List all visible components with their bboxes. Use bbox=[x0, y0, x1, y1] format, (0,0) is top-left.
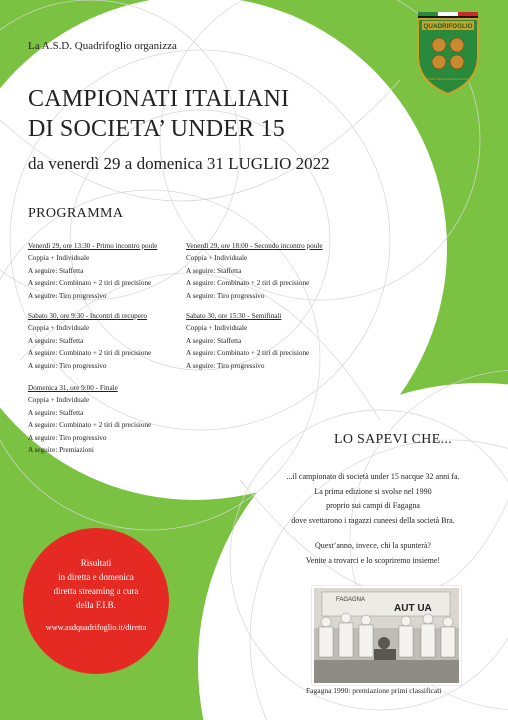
streaming-line: della F.I.B. bbox=[76, 600, 116, 610]
schedule-block-friday-1 bbox=[28, 240, 157, 302]
schedule-item: Coppia + Individuale bbox=[186, 254, 248, 263]
schedule-item: A seguire: Combinato + 2 tiri di precisione bbox=[186, 279, 310, 288]
schedule-item: A seguire: Staffetta bbox=[28, 336, 84, 345]
schedule-item: A seguire: Tiro progressivo bbox=[28, 433, 107, 442]
event-dates: da venerdì 29 a domenica 31 LUGLIO 2022 bbox=[28, 154, 330, 173]
schedule-block-saturday-2 bbox=[186, 310, 309, 372]
history-line: La prima edizione si svolse nel 1990 bbox=[314, 486, 432, 496]
programma-heading: PROGRAMMA bbox=[28, 206, 124, 221]
schedule-block-title: Sabato 30, ore 15:30 - Semifinali bbox=[186, 312, 282, 320]
invite-line: Quest’anno, invece, chi la spunterà? bbox=[315, 541, 431, 551]
history-line: proprio sui campi di Fagagna bbox=[326, 501, 420, 511]
title-line-2: DI SOCIETA’ UNDER 15 bbox=[28, 116, 285, 142]
schedule-block-friday-2 bbox=[186, 240, 323, 302]
streaming-badge bbox=[23, 528, 169, 674]
schedule-item: A seguire: Combinato + 2 tiri di precisione bbox=[186, 349, 310, 358]
schedule-item: Coppia + Individuale bbox=[28, 396, 90, 405]
photo-banner-right: AUT UA bbox=[394, 603, 432, 614]
schedule-item: Coppia + Individuale bbox=[28, 324, 90, 333]
intro-text: La A.S.D. Quadrifoglio organizza bbox=[28, 40, 177, 52]
title-line-1: CAMPIONATI ITALIANI bbox=[28, 86, 290, 112]
page-title bbox=[28, 84, 289, 144]
schedule-item: A seguire: Combinato + 2 tiri di precisione bbox=[28, 279, 152, 288]
schedule-item: A seguire: Combinato + 2 tiri di precisione bbox=[28, 349, 152, 358]
history-line: ...il campionato di società under 15 nacque 32 anni fa. bbox=[286, 472, 460, 481]
schedule-item: A seguire: Tiro progressivo bbox=[28, 361, 107, 370]
schedule-item: A seguire: Premiazioni bbox=[28, 446, 94, 455]
streaming-line: diretta streaming a cura bbox=[53, 586, 139, 596]
schedule-item: A seguire: Staffetta bbox=[28, 408, 84, 417]
streaming-url-link[interactable]: www.asdquadrifoglio.it/diretta bbox=[45, 623, 147, 632]
logo-title: QUADRIFOGLIO bbox=[423, 23, 473, 30]
schedule-item: A seguire: Tiro progressivo bbox=[186, 361, 265, 370]
schedule-item: A seguire: Tiro progressivo bbox=[186, 291, 265, 300]
schedule-block-title: Sabato 30, ore 9:30 - Incontri di recupero bbox=[28, 312, 147, 320]
quadrifoglio-logo bbox=[412, 12, 484, 96]
schedule-item: Coppia + Individuale bbox=[28, 254, 90, 263]
history-line: dove svettarono i ragazzi cuneesi della società Bra. bbox=[291, 515, 455, 525]
streaming-line: Risultati bbox=[80, 558, 112, 568]
history-paragraph bbox=[255, 470, 491, 569]
schedule-block-title: Venerdì 29, ore 13:30 - Primo incontro poule bbox=[28, 242, 158, 250]
schedule-item: A seguire: Tiro progressivo bbox=[28, 291, 107, 300]
photo-banner-left: FAGAGNA bbox=[336, 597, 366, 603]
schedule-block-title: Domenica 31, ore 9:00 - Finale bbox=[28, 384, 118, 392]
schedule-item: A seguire: Staffetta bbox=[186, 336, 242, 345]
award-photo bbox=[312, 586, 461, 685]
streaming-line: in diretta e domenica bbox=[58, 572, 134, 582]
invite-line: Venite a trovarci e lo scopriremo insieme! bbox=[305, 555, 441, 565]
schedule-block-sunday bbox=[28, 382, 151, 456]
schedule-item: Coppia + Individuale bbox=[186, 324, 248, 333]
schedule-block-title: Venerdì 29, ore 18:00 - Secondo incontro poule bbox=[186, 242, 323, 250]
schedule-item: A seguire: Staffetta bbox=[28, 266, 84, 275]
schedule-item: A seguire: Combinato + 2 tiri di precisione bbox=[28, 421, 152, 430]
lo-sapevi-heading: LO SAPEVI CHE... bbox=[334, 432, 452, 447]
schedule-block-saturday-1 bbox=[28, 310, 151, 372]
photo-caption: Fagagna 1990: premiazione primi classificati bbox=[306, 686, 442, 695]
schedule-item: A seguire: Staffetta bbox=[186, 266, 242, 275]
logo-ring-text: SOCIETÀ BOCCIOFILA FAGAGNA bbox=[424, 77, 472, 81]
